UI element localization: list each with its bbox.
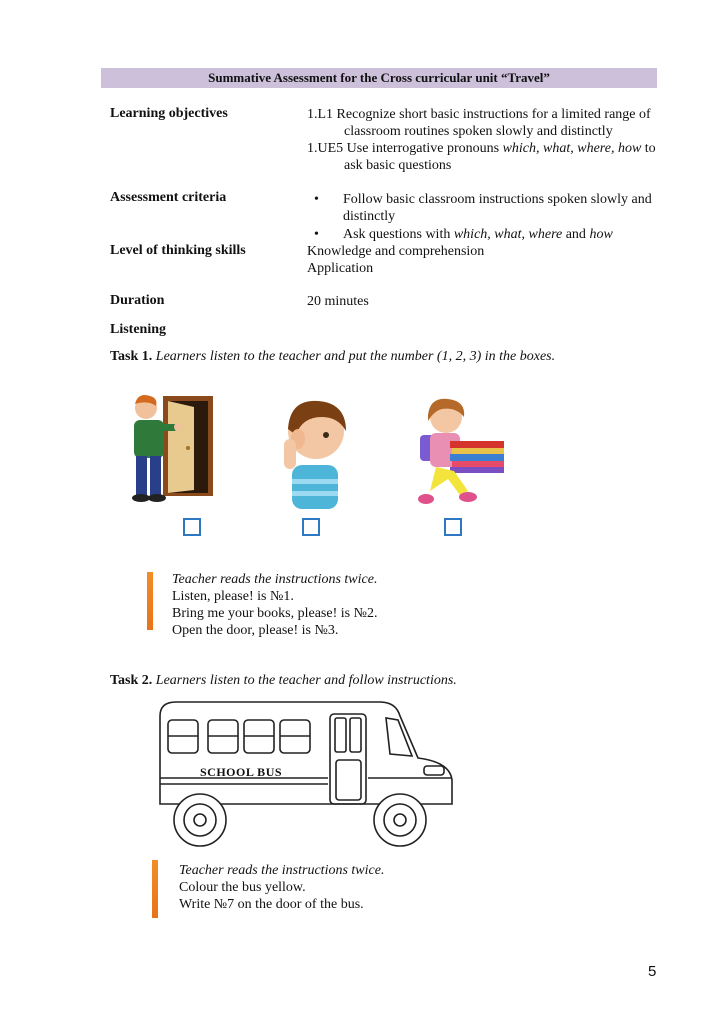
task2-note-line-1: Colour the bus yellow. (179, 880, 306, 895)
boy-listening-illustration (278, 395, 354, 511)
task2-label: Task 2. (110, 673, 153, 688)
task2-note-line-2: Write №7 on the door of the bus. (179, 897, 364, 912)
thinking-label: Level of thinking skills (110, 243, 246, 258)
objective-2-cont: ask basic questions (344, 158, 452, 173)
criteria-bullet-1 (314, 191, 674, 225)
girl-carrying-books-illustration (408, 395, 508, 513)
criteria-bullet-2-em2: how (589, 227, 613, 242)
task1-note-line-3: Open the door, please! is №3. (172, 623, 339, 638)
task1-label: Task 1. (110, 349, 153, 364)
task1-note-line-1: Listen, please! is №1. (172, 589, 294, 604)
section-listening: Listening (110, 322, 167, 337)
task2-heading (110, 672, 710, 689)
task1-instruction: Learners listen to the teacher and put the number (1, 2, 3) in the boxes. (155, 349, 556, 364)
bullet-dot: • (314, 192, 319, 207)
criteria-bullet-1-cont: distinctly (343, 209, 396, 224)
thinking-line-2: Application (307, 261, 374, 276)
bus-label: SCHOOL BUS (200, 765, 283, 779)
note-accent-bar (147, 572, 153, 630)
objectives-label: Learning objectives (110, 106, 228, 121)
task2-note-title: Teacher reads the instructions twice. (179, 863, 385, 878)
thinking-line-1: Knowledge and comprehension (307, 244, 485, 259)
answer-checkbox-1[interactable] (183, 518, 201, 536)
objective-2-em: which, what, where, how (502, 141, 642, 156)
answer-checkbox-3[interactable] (444, 518, 462, 536)
objective-2-pre: 1.UE5 Use interrogative pronouns (307, 141, 503, 156)
duration-label: Duration (110, 293, 165, 308)
criteria-bullet-2 (314, 226, 674, 243)
school-bus-illustration (150, 696, 460, 848)
man-opening-door-illustration (128, 390, 218, 508)
criteria-bullet-2-mid: and (562, 227, 590, 242)
bullet-dot: • (314, 227, 319, 242)
task2-teacher-note (179, 862, 384, 913)
answer-checkbox-2[interactable] (302, 518, 320, 536)
task2-instruction: Learners listen to the teacher and follow instructions. (155, 673, 457, 688)
objective-1: 1.L1 Recognize short basic instructions for a limited range of (307, 107, 651, 122)
page-number: 5 (648, 963, 657, 980)
objective-2 (307, 140, 687, 157)
thinking-text (307, 243, 484, 277)
task1-teacher-note (172, 571, 377, 639)
task1-note-line-2: Bring me your books, please! is №2. (172, 606, 378, 621)
criteria-bullet-2-text (314, 226, 674, 243)
objective-1-cont: classroom routines spoken slowly and distinctly (344, 124, 613, 139)
objective-2-post: to (641, 141, 656, 156)
duration-value: 20 minutes (307, 294, 369, 309)
criteria-bullet-2-pre: Ask questions with (343, 227, 454, 242)
note-accent-bar (152, 860, 158, 918)
objectives-text (307, 106, 687, 174)
criteria-label: Assessment criteria (110, 190, 227, 205)
task1-note-title: Teacher reads the instructions twice. (172, 572, 378, 587)
criteria-bullet-2-em: which, what, where (453, 227, 563, 242)
task1-heading (110, 348, 710, 365)
criteria-bullet-1-text: Follow basic classroom instructions spoken slowly and (343, 192, 652, 207)
page-title: Summative Assessment for the Cross curricular unit “Travel” (101, 68, 657, 88)
